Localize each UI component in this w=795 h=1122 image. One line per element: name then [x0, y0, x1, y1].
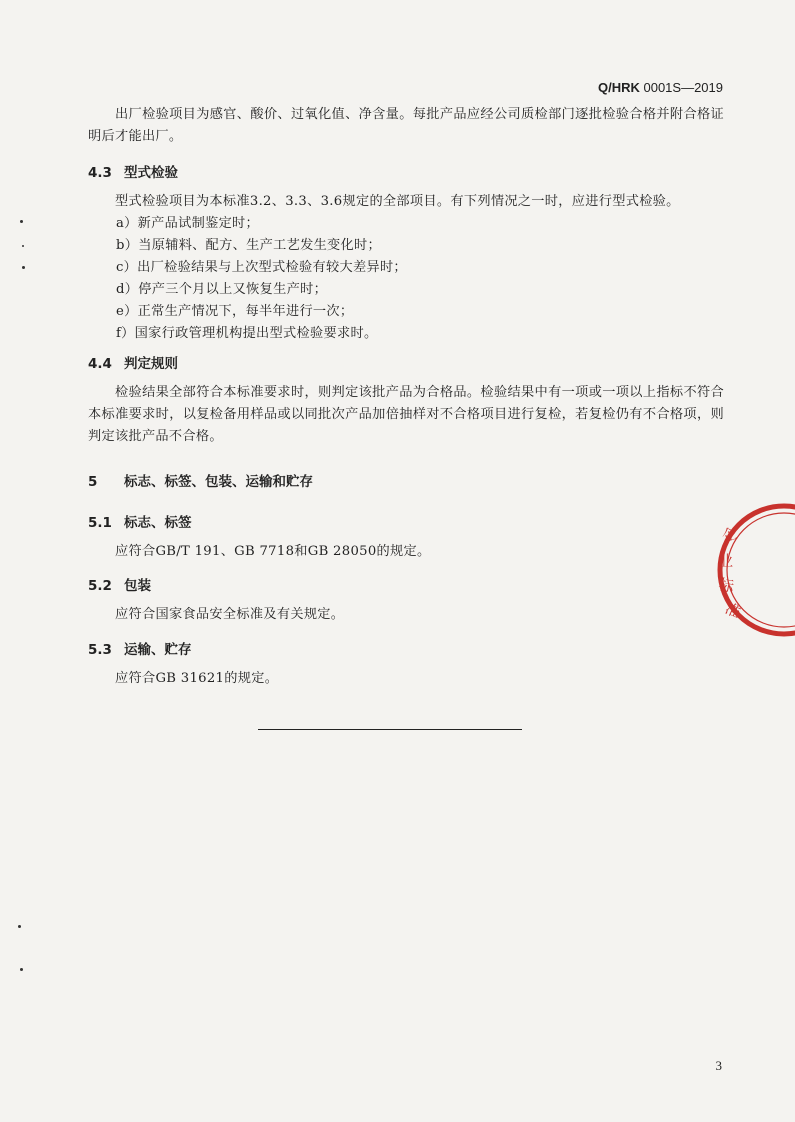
heading-number: 4.4: [88, 356, 112, 372]
heading-number: 4.3: [88, 165, 112, 181]
scan-speck: [22, 245, 24, 247]
para-transport-storage: 应符合GB 31621的规定。: [115, 671, 279, 686]
list-item: d）停产三个月以上又恢复生产时；: [116, 282, 328, 297]
heading-title: 标志、标签: [124, 515, 192, 531]
heading-5-1: [88, 511, 192, 531]
list-item: f）国家行政管理机构提出型式检验要求时。: [116, 326, 378, 341]
scan-speck: [22, 266, 25, 269]
list-item: c）出厂检验结果与上次型式检验有较大差异时；: [116, 260, 407, 275]
heading-number: 5.3: [88, 642, 112, 658]
para-packaging: 应符合国家食品安全标准及有关规定。: [115, 607, 345, 622]
heading-5-3: [88, 638, 192, 658]
heading-title: 判定规则: [124, 356, 178, 372]
standard-number: 0001S—2019: [643, 80, 723, 95]
heading-title: 包装: [124, 578, 151, 594]
list-item: e）正常生产情况下，每半年进行一次；: [116, 304, 354, 319]
heading-title: 标志、标签、包装、运输和贮存: [124, 474, 313, 490]
list-item: b）当原辅料、配方、生产工艺发生变化时；: [116, 238, 382, 253]
heading-5: [88, 470, 313, 490]
svg-text:准: 准: [722, 599, 744, 622]
scan-speck: [20, 968, 23, 971]
scan-speck: [18, 925, 21, 928]
scan-speck: [20, 220, 23, 223]
standard-header: [598, 80, 723, 95]
list-item: a）新产品试制鉴定时；: [116, 216, 260, 231]
heading-4-3: [88, 161, 178, 181]
heading-number: 5.1: [88, 515, 112, 531]
heading-title: 运输、贮存: [124, 642, 192, 658]
heading-4-4: [88, 352, 178, 372]
heading-5-2: [88, 574, 151, 594]
heading-number: 5: [88, 474, 98, 490]
heading-title: 型式检验: [124, 165, 178, 181]
para-marking: 应符合GB/T 191、GB 7718和GB 28050的规定。: [115, 544, 431, 559]
para-type-inspection: 型式检验项目为本标准3.2、3.3、3.6规定的全部项目。有下列情况之一时，应进行型式检验。: [115, 194, 680, 209]
para-judgement-rules: 检验结果全部符合本标准要求时，则判定该批产品为合格品。检验结果中有一项或一项以上指标不符合本标准要求时，以复检备用样品或以同批次产品加倍抽样对不合格项目进行复检，若复检仍有不合格项，则判定该批产品不合格。: [88, 385, 724, 444]
end-rule: [258, 729, 522, 730]
para-factory-inspection: 出厂检验项目为感官、酸价、过氧化值、净含量。每批产品应经公司质检部门逐批检验合格并附合格证明后才能出厂。: [88, 107, 724, 144]
svg-text:标: 标: [717, 575, 736, 597]
standard-code: Q/HRK: [597, 80, 640, 95]
page-number: 3: [715, 1058, 722, 1073]
svg-text:企: 企: [719, 524, 740, 546]
seal-stamp-icon: [706, 494, 795, 644]
svg-text:业: 业: [718, 552, 734, 570]
heading-number: 5.2: [88, 578, 112, 594]
